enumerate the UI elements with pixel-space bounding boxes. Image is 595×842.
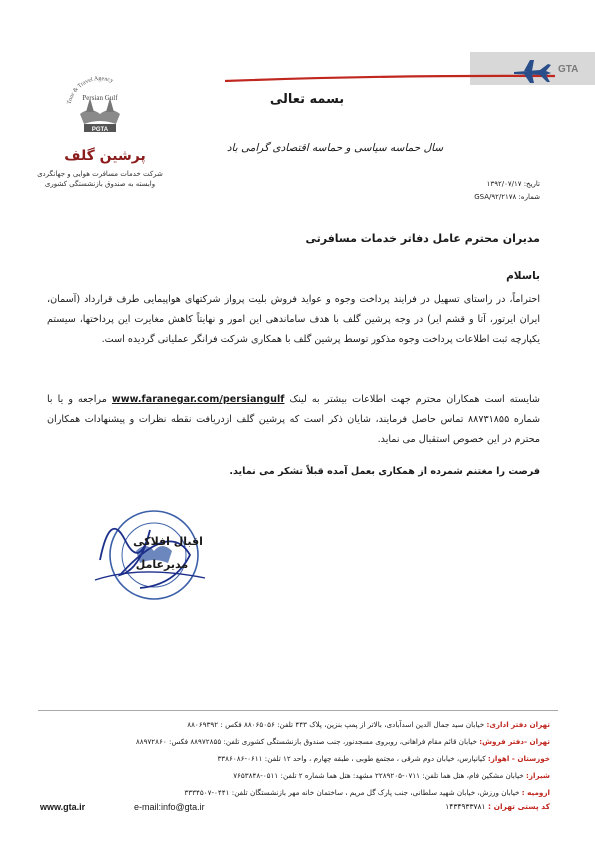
footer-row xyxy=(40,784,550,801)
footer-row xyxy=(40,733,550,750)
letter-number xyxy=(400,193,540,201)
letter-addressee: مدیران محترم عامل دفاتر خدمات مسافرتی xyxy=(305,232,540,245)
footer-divider xyxy=(38,710,558,711)
footer-row xyxy=(40,716,550,733)
date-value: ۱۳۹۲/۰۷/۱۷ xyxy=(486,180,522,188)
basmala: بسمه تعالی xyxy=(269,92,345,107)
footer-row-label: تهران دفتر اداری: xyxy=(486,720,550,729)
footer-row-text: خیابان قائم مقام فراهانی، روبروی مسجدنور، جنب صندوق بازنشستگی کشوری تلفن: ۸۸۹۷۲۸۵۵ فکس: ۸۸۹۷۲۸۶۰ xyxy=(135,737,477,746)
brand-name-fa: پرشین گلف xyxy=(64,148,146,164)
logo-ring-text: Tour & Travel Agency xyxy=(66,75,114,105)
logo-tagline-2: وابسته به صندوق بازنشستگی کشوری xyxy=(44,180,156,188)
airplane-icon xyxy=(510,56,552,86)
faranegar-link[interactable]: www.faranegar.com/persiangulf xyxy=(111,394,285,405)
number-value: GSA/۹۲/۲۱۷۸ xyxy=(474,193,517,201)
para2-rest: مراجعه و یا با شماره ۸۸۷۳۱۸۵۵ تماس حاصل فرمایند، شایان ذکر است که پرشین گلف ازدریافت نقطه نظرات و پیشنهادات همکاران محترم در این خصوص استقبال می نماید. xyxy=(47,394,541,445)
footer-row-text: کیانپارس، خیابان دوم شرقی ، مجتمع طوبی ، طبقه چهارم ، واحد ۱۲ تلفن: ۰۶۱۱-۳۳۸۶۰۸۶ xyxy=(217,754,486,763)
signer-name: اقبال افلاکی xyxy=(133,535,203,548)
email-link[interactable]: e-mail:info@gta.ir xyxy=(134,802,205,812)
para2-intro: شایسته است همکاران محترم جهت اطلاعات بیشتر به لینک xyxy=(289,394,540,405)
footer-row-label: تهران -دفتر فروش: xyxy=(479,737,550,746)
signer-title: مدیرعامل xyxy=(135,558,189,571)
handwritten-signature xyxy=(80,500,220,600)
postal-value: ۱۴۳۴۹۳۳۷۸۱ xyxy=(445,802,486,811)
footer-row-text: خیابان سید جمال الدین اسدآبادی، بالاتر از پمپ بنزین، پلاک ۴۴۳ تلفن: ۸۸۰۶۵۰۵۶ فکس : ۸۸۰۶۹۳۹۲ xyxy=(187,720,485,729)
postal-label: کد پستی تهران : xyxy=(487,802,550,811)
website-link[interactable]: www.gta.ir xyxy=(40,802,86,812)
year-slogan: سال حماسه سیاسی و حماسه اقتصادی گرامی باد xyxy=(226,142,444,154)
footer-row-label: خوزستان - اهواز: xyxy=(487,754,550,763)
footer-row-text: خیابان مشکین فام، هتل هما تلفن: ۰۷۱۱-۲۲۸۹۲۰۵ مشهد: هتل هما شماره ۲ تلفن: ۰۵۱۱-۷۶۵۳۸۴۸ xyxy=(233,771,524,780)
letter-paragraph-1: احتراماً، در راستای تسهیل در فرایند پرداخت وجوه و عواید فروش بلیت پرواز شرکتهای هواپیمایی طرف قرارداد (آسمان، ایران ایرتور، آتا و قشم ایر) در وجه پرشین گلف با هدف ساماندهی این امور و نهایتاً کاهش مغایرت این پرداختها، سیستم یکپارچه ثبت اطلاعات پرداخت وجوه مذکور توسط پرشین گلف با همکاری شرکت فرانگر عملیاتی گردیده است. xyxy=(47,294,540,345)
letter-closing: فرصت را مغتنم شمرده از همکاری بعمل آمده قبلاً تشکر می نماید. xyxy=(229,466,540,477)
footer-row-label: ارومیه : xyxy=(521,788,550,797)
letter-paragraph-2 xyxy=(47,390,540,450)
letter-date xyxy=(400,180,540,188)
footer-row xyxy=(40,767,550,784)
logo-ring-center: PGTA xyxy=(91,127,109,133)
company-logo xyxy=(60,70,140,145)
footer-row-label: شیراز: xyxy=(526,771,550,780)
date-label: تاریخ: xyxy=(523,180,540,188)
letter-greeting: باسلام xyxy=(506,270,540,282)
gta-mark: GTA xyxy=(558,64,579,75)
footer-row xyxy=(40,750,550,767)
logo-ring-sub: Persian Gulf xyxy=(82,94,118,102)
header-swoosh xyxy=(225,74,555,82)
number-label: شماره: xyxy=(518,193,540,201)
footer-row-text: خیابان ورزش، خیابان شهید سلطانی، جنب پارک گل مریم ، ساختمان خانه مهر بازنشستگان تلفن: ۰۴۴۱-۳۳۳۴۵۰۷ xyxy=(184,788,520,797)
postal-code xyxy=(350,802,550,811)
logo-tagline-1: شرکت خدمات مسافرت هوایی و جهانگردی xyxy=(37,170,163,178)
